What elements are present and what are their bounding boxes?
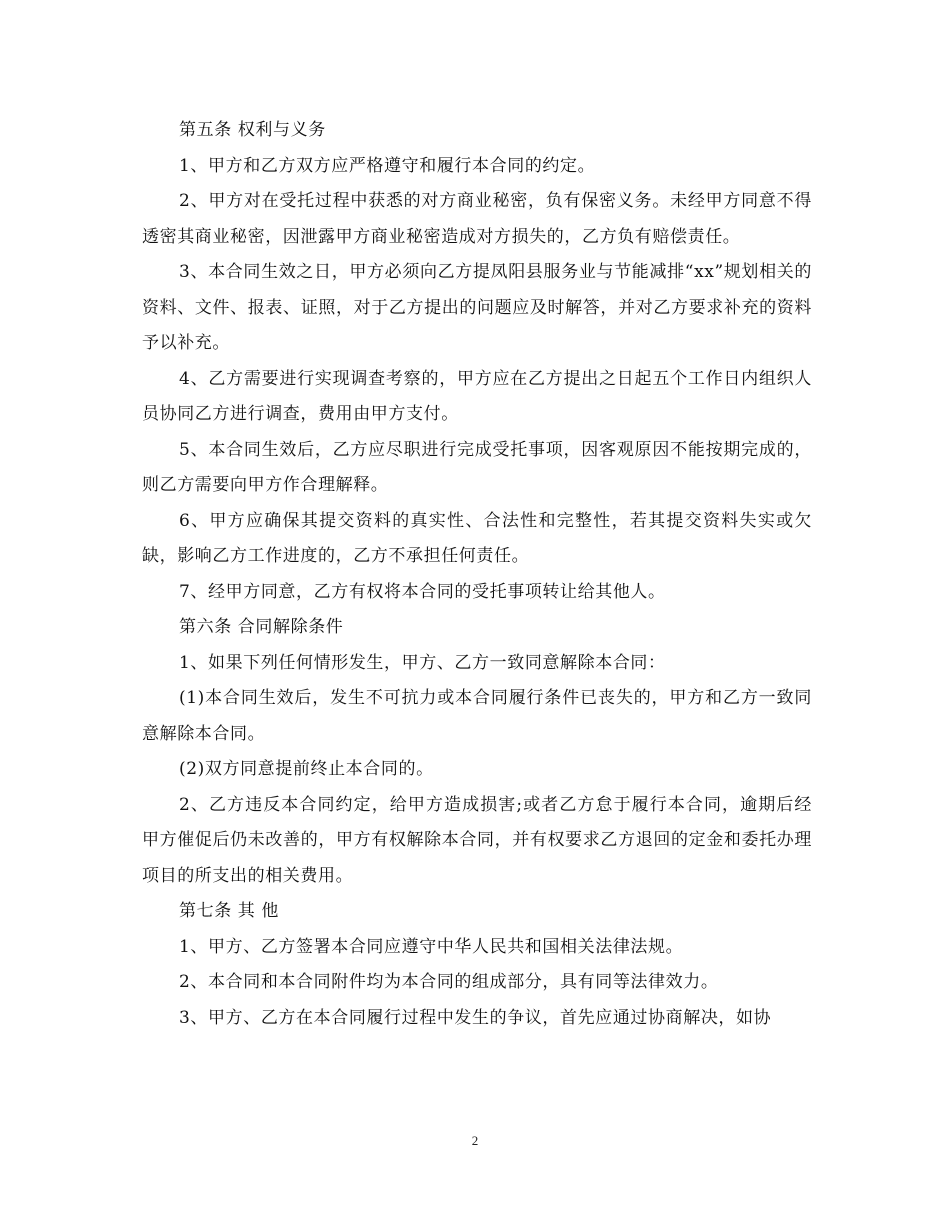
section-heading-article-6: 第六条 合同解除条件 [179, 617, 344, 637]
clause-5-3: 3、本合同生效之日，甲方必须向乙方提凤阳县服务业与节能减排“xx”规划相关的资料、文件、报表、证照，对于乙方提出的问题应及时解答，并对乙方要求补充的资料予以补充。 [142, 262, 812, 353]
clause-5-2: 2、甲方对在受托过程中获悉的对方商业秘密，负有保密义务。未经甲方同意不得透密其商业秘密，因泄露甲方商业秘密造成对方损失的，乙方负有赔偿责任。 [142, 191, 812, 247]
clause-7-3: 3、甲方、乙方在本合同履行过程中发生的争议，首先应通过协商解决，如协 [179, 1007, 772, 1028]
section-heading-article-5: 第五条 权利与义务 [179, 120, 326, 140]
clause-5-7: 7、经甲方同意，乙方有权将本合同的受托事项转让给其他人。 [179, 581, 666, 602]
clause-6-1-item-1: (1)本合同生效后，发生不可抗力或本合同履行条件已丧失的，甲方和乙方一致同意解除本合同。 [142, 688, 812, 744]
clause-5-4: 4、乙方需要进行实现调查考察的，甲方应在乙方提出之日起五个工作日内组织人员协同乙方进行调查，费用由甲方支付。 [142, 368, 812, 424]
clause-6-1: 1、如果下列任何情形发生，甲方、乙方一致同意解除本合同： [179, 652, 666, 673]
clause-5-6: 6、甲方应确保其提交资料的真实性、合法性和完整性，若其提交资料失实或欠缺，影响乙方工作进度的，乙方不承担任何责任。 [142, 510, 812, 566]
clause-6-2: 2、乙方违反本合同约定，给甲方造成损害;或者乙方怠于履行本合同，逾期后经甲方催促后仍未改善的，甲方有权解除本合同，并有权要求乙方退回的定金和委托办理项目的所支出的相关费用。 [142, 794, 812, 886]
clause-7-2: 2、本合同和本合同附件均为本合同的组成部分，具有同等法律效力。 [179, 972, 719, 992]
clause-5-5: 5、本合同生效后，乙方应尽职进行完成受托事项，因客观原因不能按期完成的，则乙方需要向甲方作合理解释。 [142, 439, 812, 495]
clause-5-1: 1、甲方和乙方双方应严格遵守和履行本合同的约定。 [179, 155, 596, 176]
clause-7-1: 1、甲方、乙方签署本合同应遵守中华人民共和国相关法律法规。 [179, 936, 684, 957]
section-heading-article-7: 第七条 其 他 [179, 901, 280, 921]
page-number: 2 [471, 1133, 479, 1148]
document-body [142, 113, 812, 1036]
clause-6-1-item-2: (2)双方同意提前终止本合同的。 [179, 759, 434, 779]
